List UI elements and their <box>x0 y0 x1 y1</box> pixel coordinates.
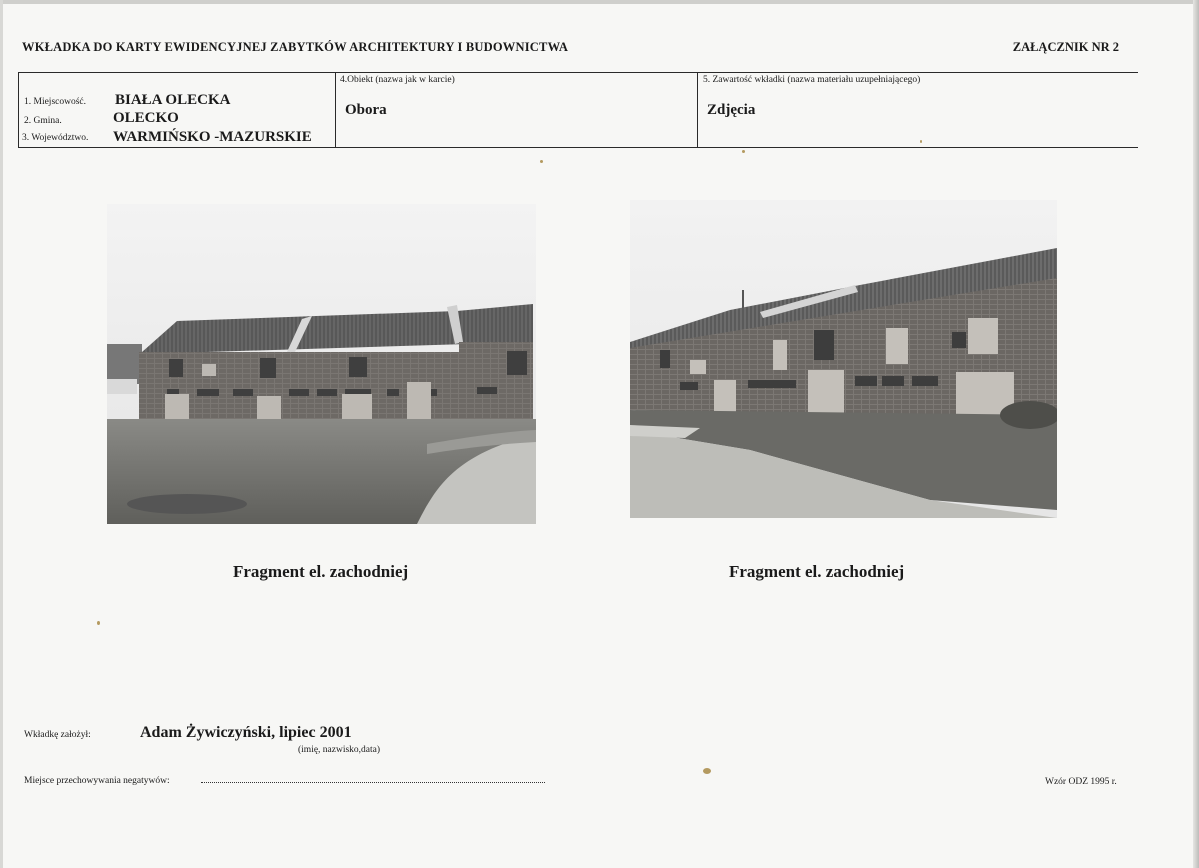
photo-barn-west-1 <box>107 204 536 524</box>
photo-barn-west-2 <box>630 200 1057 518</box>
author-value: Adam Żywiczyński, lipiec 2001 <box>140 724 352 741</box>
wojewodztwo-label: 3. Województwo. <box>22 133 89 143</box>
content-label: 5. Zawartość wkładki (nazwa materiału uzupełniającego) <box>703 75 921 85</box>
negatives-dotted-line <box>201 782 545 783</box>
scan-edge-top <box>0 0 1199 4</box>
author-label: Wkładkę założył: <box>24 730 91 740</box>
table-divider-1 <box>335 72 336 148</box>
miejscowosc-value: BIAŁA OLECKA <box>115 92 231 108</box>
scan-speck <box>920 140 922 143</box>
scan-edge-left <box>0 0 3 868</box>
barn-photo-2-image <box>630 200 1057 518</box>
miejscowosc-label: 1. Miejscowość. <box>24 97 87 107</box>
gmina-label: 2. Gmina. <box>24 116 62 126</box>
table-divider-2 <box>697 72 698 148</box>
author-hint: (imię, nazwisko,data) <box>298 745 381 755</box>
table-bottom-rule <box>18 147 1138 148</box>
annex-number: ZAŁĄCZNIK NR 2 <box>1012 40 1119 54</box>
wojewodztwo-value: WARMIŃSKO -MAZURSKIE <box>113 129 312 145</box>
content-value: Zdjęcia <box>707 102 756 118</box>
scan-speck <box>742 150 745 153</box>
barn-photo-1-image <box>107 204 536 524</box>
object-value: Obora <box>345 102 387 118</box>
photo-2-caption: Fragment el. zachodniej <box>729 562 905 581</box>
scan-edge-right <box>1193 0 1199 868</box>
gmina-value: OLECKO <box>113 110 179 126</box>
table-top-rule <box>18 72 1138 73</box>
form-reference: Wzór ODZ 1995 r. <box>1045 777 1117 787</box>
object-label: 4.Obiekt (nazwa jak w karcie) <box>340 75 455 85</box>
form-title: WKŁADKA DO KARTY EWIDENCYJNEJ ZABYTKÓW ARCHITEKTURY I BUDOWNICTWA <box>22 40 569 54</box>
scan-speck <box>97 621 100 625</box>
negatives-label: Miejsce przechowywania negatywów: <box>24 776 170 786</box>
scan-speck <box>703 768 711 774</box>
scan-speck <box>540 160 543 163</box>
table-left-rule <box>18 72 19 148</box>
photo-1-caption: Fragment el. zachodniej <box>233 562 409 581</box>
